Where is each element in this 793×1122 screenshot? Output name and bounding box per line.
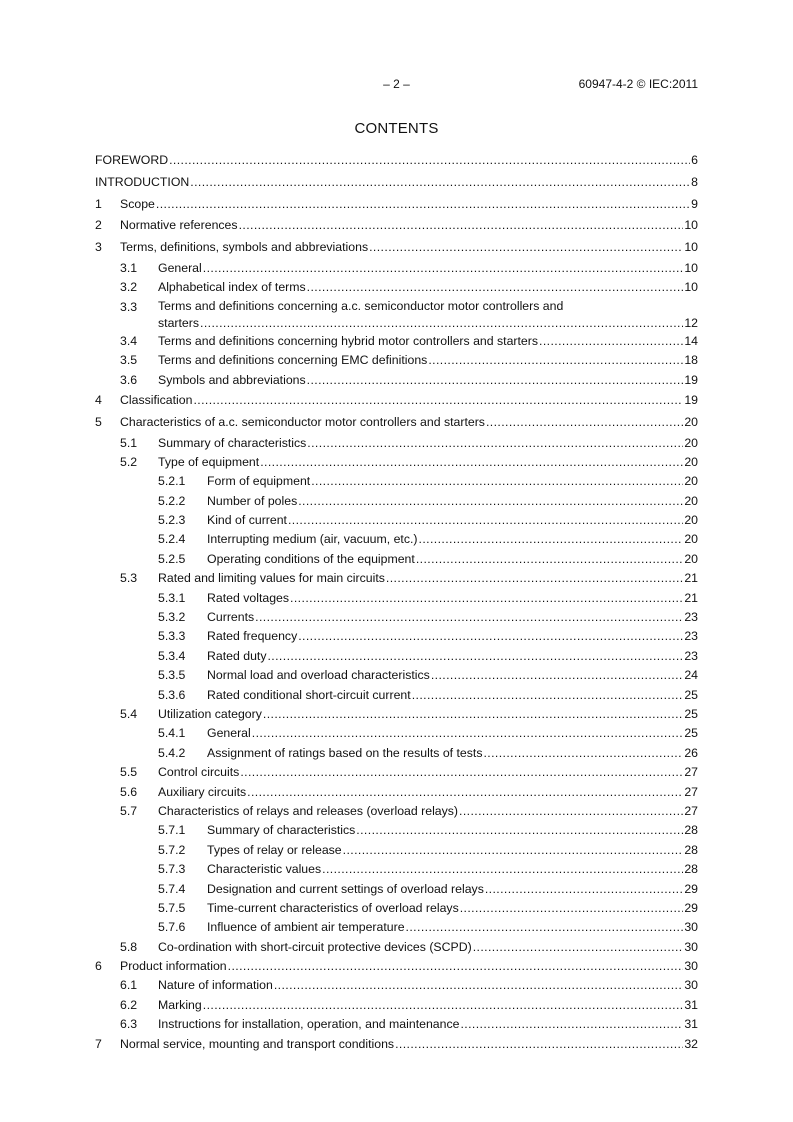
toc-title-wrap: [158, 763, 684, 782]
toc-page-number: 20: [684, 474, 698, 489]
toc-entry[interactable]: [95, 492, 698, 511]
toc-title-wrap: [158, 938, 684, 957]
toc-title: Time-current characteristics of overload relays: [207, 900, 459, 915]
toc-section-number: 5.4.2: [158, 745, 186, 760]
toc-title-wrap: [120, 237, 684, 259]
toc-title: Co-ordination with short-circuit protective devices (SCPD): [158, 939, 472, 954]
dot-leader: [298, 492, 683, 511]
dot-leader: [311, 472, 683, 491]
toc-title-wrap: [120, 390, 684, 412]
toc-section-number: 5.2.1: [158, 474, 186, 489]
toc-page-number: 19: [684, 392, 698, 407]
dot-leader: [460, 1015, 683, 1034]
dot-leader: [274, 976, 683, 995]
dot-leader: [460, 899, 684, 918]
toc-title: Normal service, mounting and transport conditions: [120, 1036, 395, 1051]
toc-page-number: 23: [684, 648, 698, 663]
dot-leader: [200, 315, 683, 332]
toc-entry[interactable]: [95, 1035, 698, 1054]
toc-title-wrap: [158, 976, 684, 995]
toc-page-number: 20: [684, 532, 698, 547]
dot-leader: [169, 150, 690, 172]
toc-title-wrap: [158, 783, 684, 802]
toc-page-number: 31: [684, 997, 698, 1012]
toc-page-number: 23: [684, 610, 698, 625]
dot-leader: [307, 371, 684, 390]
dot-leader: [260, 453, 683, 472]
toc-section-number: 2: [95, 218, 102, 233]
toc-entry[interactable]: [95, 453, 698, 472]
toc-title: Rated duty: [207, 648, 267, 663]
toc-title: Rated voltages: [207, 590, 290, 605]
toc-page-number: 25: [684, 707, 698, 721]
dot-leader: [290, 589, 683, 608]
toc-title: Normative references: [120, 218, 238, 233]
toc-entry[interactable]: [95, 259, 698, 278]
toc-page-number: 10: [684, 218, 698, 233]
toc-section-number: 3.6: [120, 372, 138, 387]
toc-title: Classification: [120, 392, 193, 407]
toc-section-number: 5.3.2: [158, 610, 186, 625]
dot-leader: [395, 1035, 683, 1054]
toc-entry[interactable]: [95, 957, 698, 976]
toc-section-number: 6: [95, 959, 102, 974]
toc-title-continuation-line: [158, 315, 698, 332]
toc-entry[interactable]: [95, 298, 698, 332]
toc-section-number: 5.3.6: [158, 687, 186, 702]
toc-title-wrap: [158, 434, 684, 453]
toc-page-number: 20: [684, 513, 698, 528]
toc-title: Alphabetical index of terms: [158, 280, 306, 295]
toc-title-wrap: [207, 918, 684, 937]
toc-title-wrap: [158, 705, 684, 724]
toc-title-wrap: [207, 880, 684, 899]
toc-title-wrap: [120, 194, 691, 216]
toc-title-wrap: [158, 996, 684, 1015]
toc-page-number: 18: [684, 353, 698, 368]
toc-page-number: 30: [684, 959, 698, 974]
toc-entry[interactable]: [95, 841, 698, 860]
toc-section-number: 3.1: [120, 260, 138, 275]
toc-section-number: 5.3.5: [158, 668, 186, 683]
toc-title: Auxiliary circuits: [158, 784, 247, 799]
dot-leader: [485, 880, 683, 899]
dot-leader: [193, 390, 683, 412]
toc-page-number: 14: [684, 333, 698, 348]
toc-entry[interactable]: [95, 412, 698, 434]
toc-entry[interactable]: [95, 1015, 698, 1034]
toc-title-wrap: [120, 215, 684, 237]
dot-leader: [203, 259, 684, 278]
toc-title-wrap: [207, 841, 684, 860]
toc-title: Terms and definitions concerning a.c. semiconductor motor controllers and: [158, 298, 564, 313]
toc-title: Normal load and overload characteristics: [207, 668, 430, 683]
toc-page-number: 10: [684, 280, 698, 295]
dot-leader: [307, 434, 683, 453]
dot-leader: [369, 237, 683, 259]
toc-page-number: 30: [684, 978, 698, 993]
toc-page-number: 28: [684, 842, 698, 857]
toc-section-number: 5.2.4: [158, 532, 186, 547]
dot-leader: [386, 569, 683, 588]
toc-title: Summary of characteristics: [158, 435, 307, 450]
toc-entry[interactable]: [95, 918, 698, 937]
dot-leader: [459, 802, 683, 821]
toc-title-wrap: [158, 453, 684, 472]
toc-section-number: 5.1: [120, 435, 138, 450]
dot-leader: [356, 821, 683, 840]
toc-title-wrap: [120, 412, 684, 434]
toc-entry[interactable]: [95, 569, 698, 588]
toc-entry[interactable]: [95, 880, 698, 899]
toc-entry[interactable]: [95, 237, 698, 259]
toc-title-wrap: [95, 150, 691, 172]
toc-title: Interrupting medium (air, vacuum, etc.): [207, 532, 418, 547]
toc-title: Type of equipment: [158, 454, 260, 469]
toc-page-number: 25: [684, 726, 698, 741]
toc-section-number: 5.4.1: [158, 726, 186, 741]
toc-section-number: 5.7.4: [158, 881, 186, 896]
toc-entry[interactable]: [95, 550, 698, 569]
toc-page-number: 20: [684, 414, 698, 429]
toc-entry[interactable]: [95, 472, 698, 491]
toc-section-number: 7: [95, 1036, 102, 1051]
toc-section-number: 5.7.5: [158, 900, 186, 915]
dot-leader: [406, 918, 684, 937]
toc-title: Terms, definitions, symbols and abbreviations: [120, 240, 369, 255]
toc-section-number: 3.2: [120, 280, 138, 295]
toc-title-wrap: [207, 899, 684, 918]
toc-entry[interactable]: [95, 278, 698, 297]
toc-entry[interactable]: [95, 976, 698, 995]
dot-leader: [263, 705, 683, 724]
toc-title: Kind of current: [207, 513, 287, 528]
toc-title-wrap: [207, 492, 684, 511]
dot-leader: [252, 724, 684, 743]
toc-page-number: 30: [684, 920, 698, 935]
toc-entry[interactable]: [95, 647, 698, 666]
toc-title: Rated conditional short-circuit current: [207, 687, 411, 702]
toc-title: General: [207, 726, 251, 741]
toc-title-wrap: [158, 298, 698, 332]
toc-page-number: 19: [684, 372, 698, 387]
dot-leader: [473, 938, 684, 957]
toc-title: Form of equipment: [207, 474, 311, 489]
toc-title-continuation: starters: [158, 315, 199, 330]
toc-title: Symbols and abbreviations: [158, 372, 306, 387]
toc-page-number: 20: [684, 551, 698, 566]
dot-leader: [483, 744, 683, 763]
toc-title-wrap: [207, 550, 684, 569]
toc-title-wrap: [120, 1035, 684, 1054]
toc-title-wrap: [158, 1015, 684, 1034]
toc-entry[interactable]: [95, 434, 698, 453]
toc-section-number: 5.3.3: [158, 629, 186, 644]
toc-section-number: 5.2.3: [158, 513, 186, 528]
toc-entry[interactable]: [95, 744, 698, 763]
toc-title-wrap: [207, 744, 684, 763]
toc-page-number: 30: [684, 939, 698, 954]
toc-entry[interactable]: [95, 215, 698, 237]
toc-title-wrap: [207, 686, 684, 705]
toc-title: Operating conditions of the equipment: [207, 551, 415, 566]
toc-title-wrap: [207, 511, 684, 530]
toc-title: Designation and current settings of overload relays: [207, 881, 484, 896]
toc-section-number: 5.3: [120, 571, 138, 586]
toc-title-wrap: [120, 957, 684, 976]
toc-section-number: 5.7: [120, 803, 138, 818]
toc-title: General: [158, 260, 202, 275]
toc-page-number: 20: [684, 435, 698, 450]
toc-entry[interactable]: [95, 666, 698, 685]
toc-section-number: 6.3: [120, 1017, 138, 1032]
toc-title: Types of relay or release: [207, 842, 342, 857]
toc-section-number: 5.4: [120, 707, 138, 721]
toc-section-number: 5.7.1: [158, 823, 186, 838]
dot-leader: [228, 957, 684, 976]
toc-title: Instructions for installation, operation, and maintenance: [158, 1017, 460, 1032]
toc-page-number: 27: [684, 803, 698, 818]
toc-page-number: 6: [691, 153, 698, 167]
toc-entry[interactable]: [95, 938, 698, 957]
dot-leader: [247, 783, 683, 802]
toc-title-wrap: [207, 647, 684, 666]
toc-title-wrap: [207, 472, 684, 491]
toc-page-number: 10: [684, 260, 698, 275]
toc-entry[interactable]: [95, 686, 698, 705]
toc-title: Product information: [120, 959, 227, 974]
toc-section-number: 5: [95, 414, 102, 429]
toc-page-number: 29: [684, 900, 698, 915]
toc-title: Rated frequency: [207, 629, 298, 644]
toc-entry[interactable]: [95, 802, 698, 821]
toc-section-number: 5.3.1: [158, 590, 186, 605]
contents-title: CONTENTS: [354, 120, 439, 137]
dot-leader: [156, 194, 690, 216]
dot-leader: [416, 550, 683, 569]
toc-page-number: 10: [684, 240, 698, 255]
toc-page-number: 12: [684, 315, 698, 330]
toc-entry[interactable]: [95, 860, 698, 879]
toc-title-wrap: [207, 608, 684, 627]
toc-title-wrap: [207, 589, 684, 608]
toc-page-number: 27: [684, 765, 698, 780]
toc-page-number: 25: [684, 687, 698, 702]
toc-title-wrap: [207, 666, 684, 685]
toc-page-number: 28: [684, 823, 698, 838]
toc-title: Rated and limiting values for main circuits: [158, 571, 385, 586]
toc-entry[interactable]: [95, 172, 698, 194]
toc-section-number: 4: [95, 392, 102, 407]
toc-title-wrap: [207, 724, 684, 743]
toc-title: Terms and definitions concerning hybrid motor controllers and starters: [158, 333, 539, 348]
dot-leader: [190, 172, 690, 194]
dot-leader: [419, 530, 684, 549]
toc-title: Assignment of ratings based on the results of tests: [207, 745, 483, 760]
toc-title: Characteristic values: [207, 862, 322, 877]
toc-title-wrap: [158, 259, 684, 278]
toc-title-wrap: [207, 530, 684, 549]
toc-section-number: 5.3.4: [158, 648, 186, 663]
toc-entry[interactable]: [95, 724, 698, 743]
dot-leader: [322, 860, 683, 879]
toc-section-number: 5.5: [120, 765, 138, 780]
toc-section-number: 5.7.6: [158, 920, 186, 935]
toc-page-number: 9: [691, 196, 698, 211]
toc-title: Summary of characteristics: [207, 823, 356, 838]
toc-page-number: 23: [684, 629, 698, 644]
toc-section-number: 5.7.2: [158, 842, 186, 857]
dot-leader: [203, 996, 684, 1015]
toc-section-number: 6.2: [120, 997, 138, 1012]
toc-title-wrap: [158, 569, 684, 588]
toc-entry[interactable]: [95, 996, 698, 1015]
toc-section-number: 3.4: [120, 333, 138, 348]
toc-title: Characteristics of relays and releases (overload relays): [158, 803, 459, 818]
page-header: [95, 77, 698, 93]
document-reference: 60947-4-2 © IEC:2011: [578, 77, 698, 91]
toc-page-number: 28: [684, 862, 698, 877]
toc-entry[interactable]: [95, 763, 698, 782]
toc-title: INTRODUCTION: [95, 174, 190, 189]
dot-leader: [428, 351, 683, 370]
dot-leader: [239, 215, 684, 237]
toc-section-number: 5.2.5: [158, 551, 186, 566]
toc-section-number: 5.6: [120, 784, 138, 799]
toc-page-number: 31: [684, 1017, 698, 1032]
toc-page-number: 20: [684, 454, 698, 469]
dot-leader: [267, 647, 683, 666]
toc-section-number: 5.7.3: [158, 862, 186, 877]
toc-entry[interactable]: [95, 332, 698, 351]
toc-page-number: 32: [684, 1036, 698, 1051]
dot-leader: [255, 608, 683, 627]
toc-entry[interactable]: [95, 589, 698, 608]
dot-leader: [486, 412, 683, 434]
dot-leader: [288, 511, 683, 530]
toc-entry[interactable]: [95, 608, 698, 627]
toc-title-wrap: [207, 627, 684, 646]
toc-page-number: 21: [684, 571, 698, 586]
dot-leader: [539, 332, 683, 351]
toc-title: Terms and definitions concerning EMC definitions: [158, 353, 428, 368]
toc-title-wrap: [207, 821, 684, 840]
toc-entry[interactable]: [95, 371, 698, 390]
toc-entry[interactable]: [95, 530, 698, 549]
toc-page-number: 29: [684, 881, 698, 896]
toc-page-number: 20: [684, 493, 698, 508]
toc-section-number: 3: [95, 240, 102, 255]
toc-title-wrap: [158, 351, 684, 370]
toc-title-wrap: [158, 332, 684, 351]
toc-entry[interactable]: [95, 511, 698, 530]
toc-title: Currents: [207, 610, 255, 625]
toc-section-number: 3.5: [120, 353, 138, 368]
toc-page-number: 21: [684, 590, 698, 605]
toc-section-number: 3.3: [120, 299, 138, 314]
toc-title-wrap: [207, 860, 684, 879]
toc-page-number: 8: [691, 174, 698, 189]
toc-title: Control circuits: [158, 765, 240, 780]
table-of-contents: [95, 150, 698, 1054]
dot-leader: [343, 841, 684, 860]
toc-title: Marking: [158, 997, 202, 1012]
toc-title: Characteristics of a.c. semiconductor motor controllers and starters: [120, 414, 485, 429]
dot-leader: [240, 763, 683, 782]
toc-entry[interactable]: [95, 351, 698, 370]
page-number: – 2 –: [383, 77, 410, 91]
toc-title-wrap: [158, 802, 684, 821]
toc-title: Scope: [120, 196, 155, 211]
toc-entry[interactable]: [95, 899, 698, 918]
dot-leader: [307, 278, 684, 297]
dot-leader: [431, 666, 683, 685]
toc-title: Number of poles: [207, 493, 298, 508]
dot-leader: [298, 627, 683, 646]
toc-title-wrap: [158, 278, 684, 297]
toc-entry[interactable]: [95, 194, 698, 216]
toc-page-number: 24: [684, 668, 698, 683]
toc-entry[interactable]: [95, 390, 698, 412]
toc-entry[interactable]: [95, 783, 698, 802]
toc-entry[interactable]: [95, 627, 698, 646]
toc-section-number: 5.2: [120, 454, 138, 469]
toc-title-wrap: [95, 172, 691, 194]
toc-title: Utilization category: [158, 707, 262, 721]
toc-page-number: 26: [684, 745, 698, 760]
toc-entry[interactable]: [95, 150, 698, 172]
toc-title: FOREWORD: [95, 153, 169, 167]
toc-entry[interactable]: [95, 705, 698, 724]
dot-leader: [412, 686, 684, 705]
toc-entry[interactable]: [95, 821, 698, 840]
toc-section-number: 6.1: [120, 978, 138, 993]
toc-section-number: 1: [95, 196, 102, 211]
toc-title: Nature of information: [158, 978, 273, 993]
toc-page-number: 27: [684, 784, 698, 799]
toc-title: Influence of ambient air temperature: [207, 920, 405, 935]
toc-section-number: 5.8: [120, 939, 138, 954]
toc-section-number: 5.2.2: [158, 493, 186, 508]
toc-title-wrap: [158, 371, 684, 390]
